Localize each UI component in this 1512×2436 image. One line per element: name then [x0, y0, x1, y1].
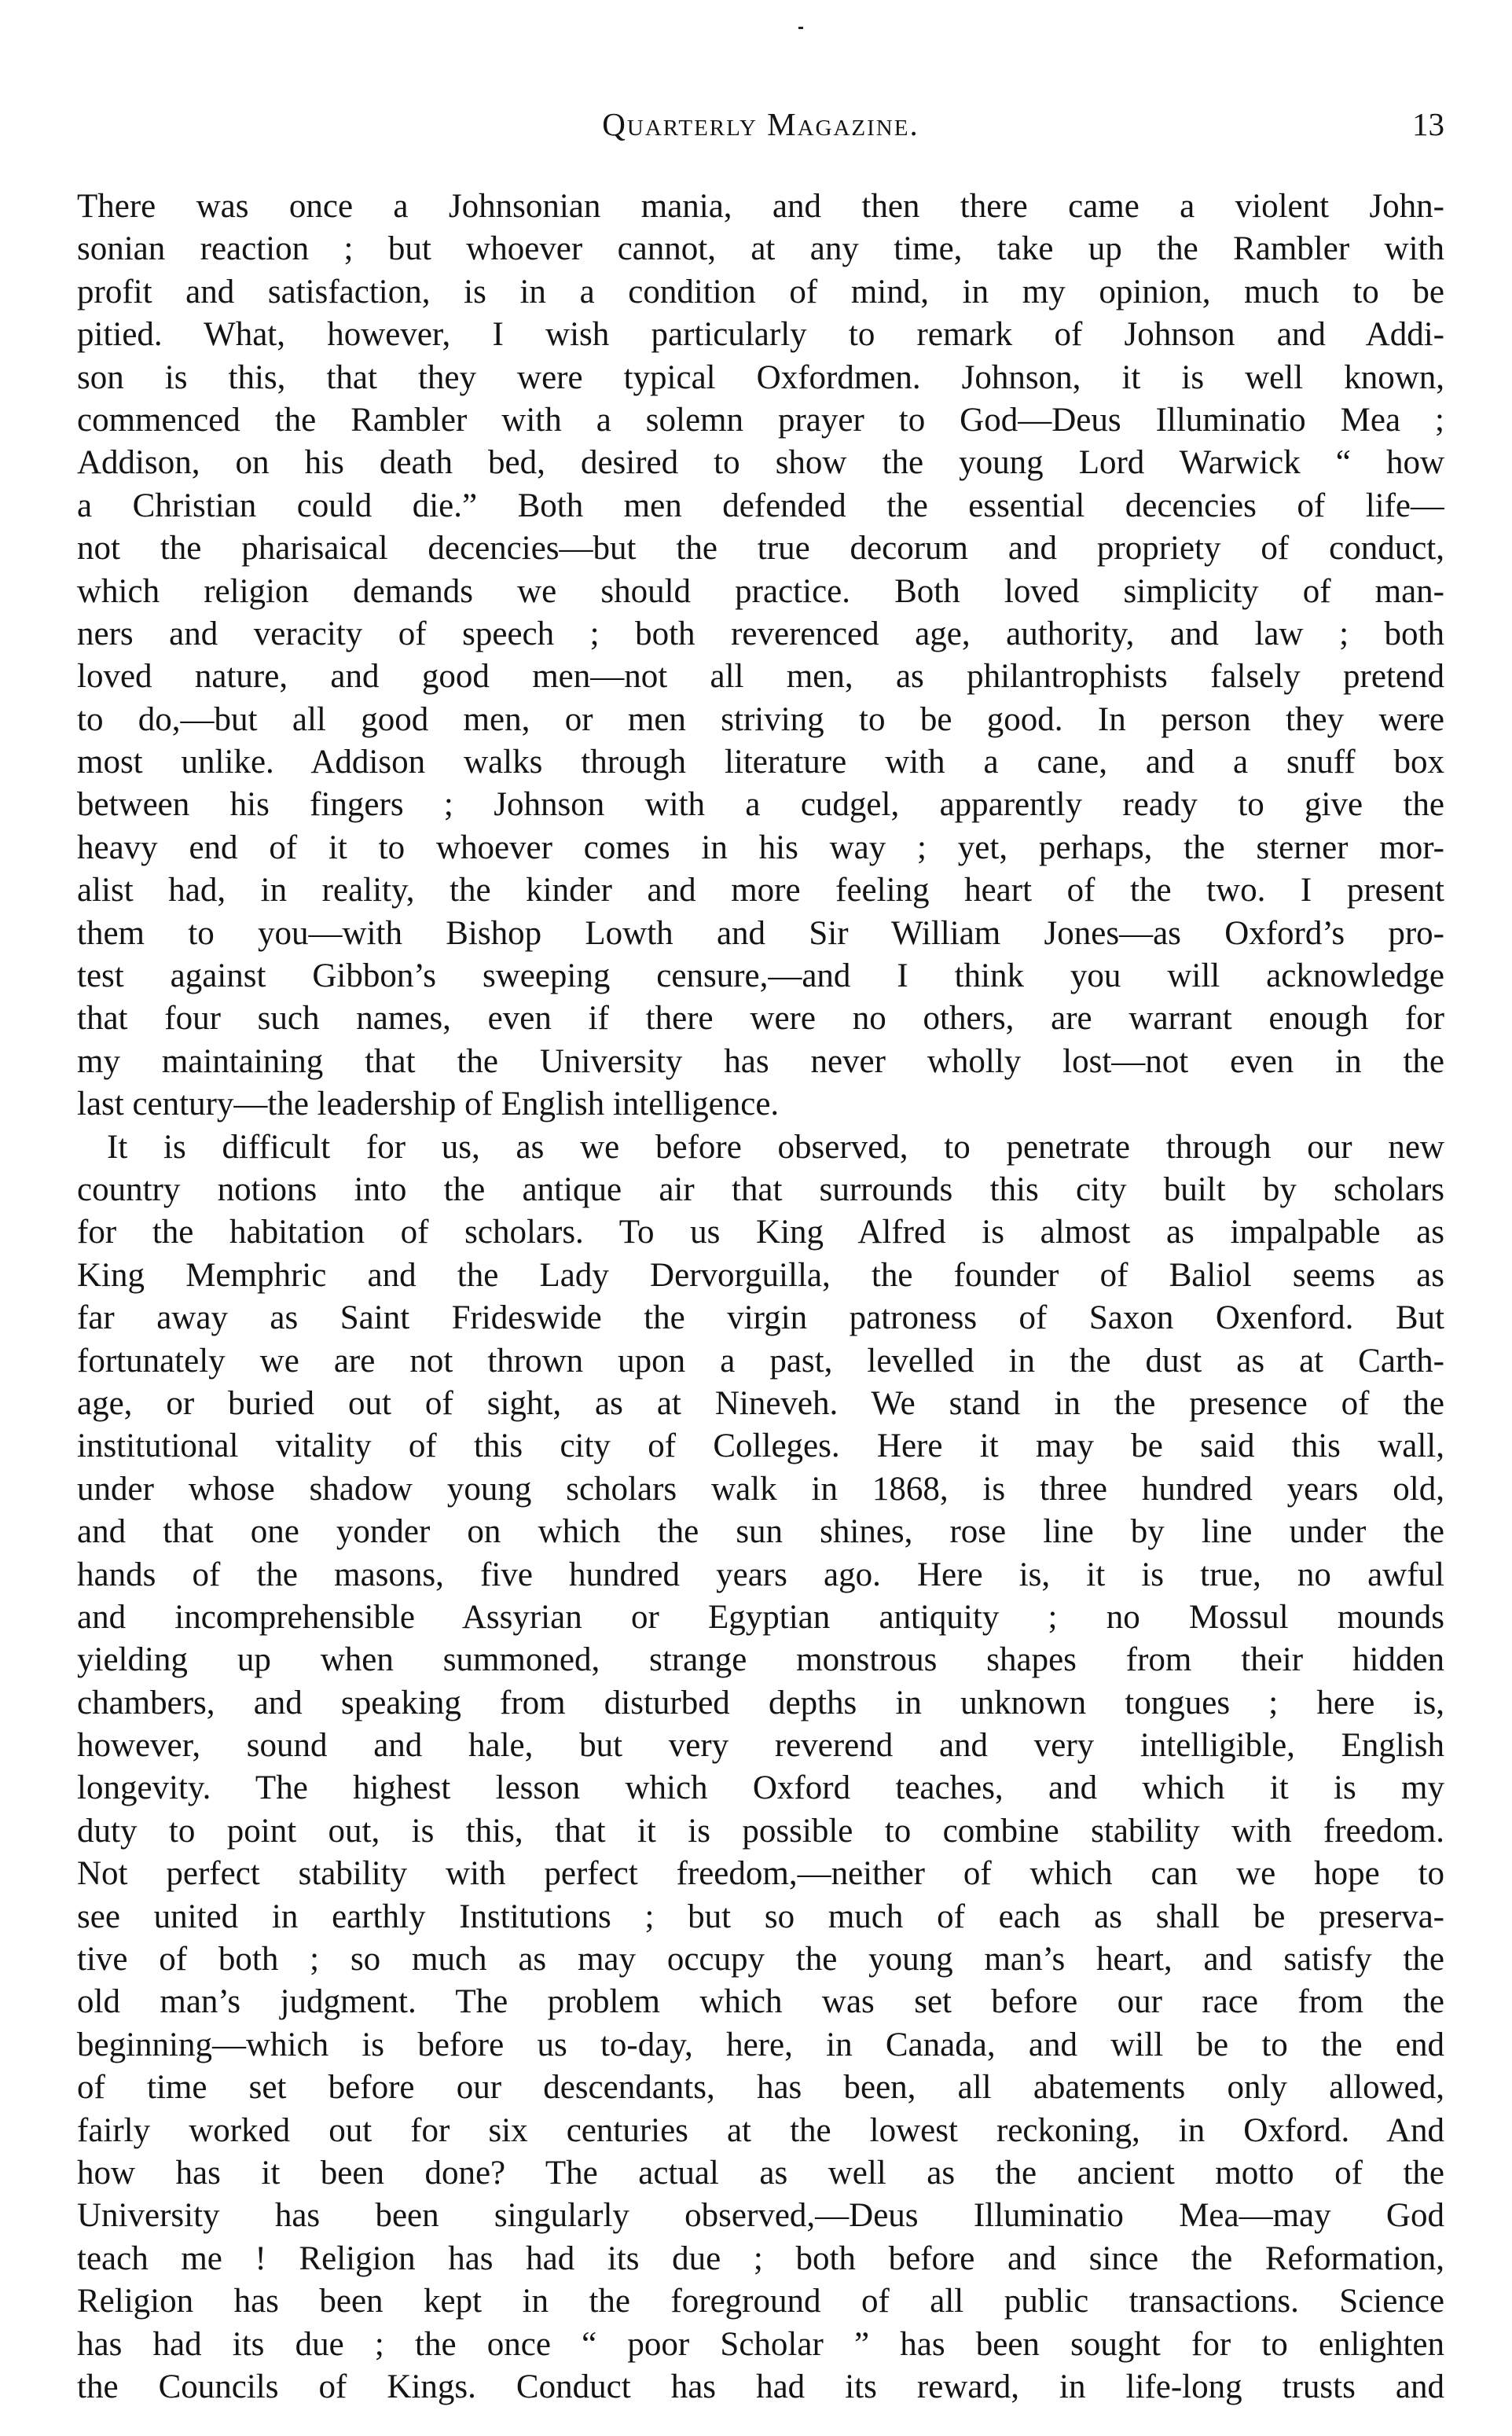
text-line: fortunately we are not thrown upon a past, levelled in the dust as at Carth-	[77, 1342, 1444, 1380]
text-line: however, sound and hale, but very reverend and very intelligible, English	[77, 1727, 1444, 1765]
text-line: old man’s judgment. The problem which was set before our race from the	[77, 1983, 1444, 2021]
running-title: Quarterly Magazine.	[602, 106, 919, 142]
text-line: has had its due ; the once “ poor Scholar ” has been sought for to enlighten	[77, 2325, 1444, 2363]
text-line: country notions into the antique air that surrounds this city built by scholars	[77, 1170, 1444, 1208]
text-line: ners and veracity of speech ; both reverenced age, authority, and law ; both	[77, 615, 1444, 652]
text-line: loved nature, and good men—not all men, as philantrophists falsely pretend	[77, 658, 1444, 696]
text-line: commenced the Rambler with a solemn prayer to God—Deus Illuminatio Mea ;	[77, 401, 1444, 439]
text-line: yielding up when summoned, strange monstrous shapes from their hidden	[77, 1641, 1444, 1679]
text-line: There was once a Johnsonian mania, and then there came a violent John-	[77, 188, 1444, 225]
text-line: for the habitation of scholars. To us King Alfred is almost as impalpable as	[77, 1214, 1444, 1251]
text-line: Not perfect stability with perfect freedom,—neither of which can we hope to	[77, 1855, 1444, 1893]
text-line: between his fingers ; Johnson with a cudgel, apparently ready to give the	[77, 786, 1444, 824]
text-line: Addison, on his death bed, desired to show the young Lord Warwick “ how	[77, 444, 1444, 482]
text-line: not the pharisaical decencies—but the true decorum and propriety of conduct,	[77, 530, 1444, 568]
text-line: pitied. What, however, I wish particularly to remark of Johnson and Addi-	[77, 316, 1444, 354]
text-line: age, or buried out of sight, as at Nineveh. We stand in the presence of the	[77, 1384, 1444, 1422]
text-line: son is this, that they were typical Oxfordmen. Johnson, it is well known,	[77, 358, 1444, 396]
text-line: chambers, and speaking from disturbed depths in unknown tongues ; here is,	[77, 1684, 1444, 1721]
text-line: hands of the masons, five hundred years ago. Here is, it is true, no awful	[77, 1556, 1444, 1593]
text-line: heavy end of it to whoever comes in his way ; yet, perhaps, the sterner mor-	[77, 829, 1444, 866]
text-line: teach me ! Religion has had its due ; both before and since the Reformation,	[77, 2239, 1444, 2277]
text-line: King Memphric and the Lady Dervorguilla, the founder of Baliol seems as	[77, 1256, 1444, 1294]
text-line: alist had, in reality, the kinder and more feeling heart of the two. I present	[77, 872, 1444, 909]
text-line: and incomprehensible Assyrian or Egyptian antiquity ; no Mossul mounds	[77, 1598, 1444, 1636]
text-line: of time set before our descendants, has been, all abatements only allowed,	[77, 2069, 1444, 2107]
text-line: institutional vitality of this city of Colleges. Here it may be said this wall,	[77, 1427, 1444, 1465]
text-line: which religion demands we should practice. Both loved simplicity of man-	[77, 572, 1444, 610]
body-text	[77, 186, 1444, 2408]
text-line: Religion has been kept in the foreground of all public transactions. Science	[77, 2283, 1444, 2320]
text-line: how has it been done? The actual as well as the ancient motto of the	[77, 2154, 1444, 2192]
text-line: and that one yonder on which the sun shines, rose line by line under the	[77, 1513, 1444, 1551]
text-line: most unlike. Addison walks through literature with a cane, and a snuff box	[77, 744, 1444, 781]
text-line: to do,—but all good men, or men striving to be good. In person they were	[77, 700, 1444, 738]
page-header	[77, 102, 1444, 149]
text-line: beginning—which is before us to-day, here, in Canada, and will be to the end	[77, 2026, 1444, 2063]
text-line: sonian reaction ; but whoever cannot, at any time, take up the Rambler with	[77, 230, 1444, 268]
text-line: duty to point out, is this, that it is possible to combine stability with freedom.	[77, 1812, 1444, 1850]
text-line: them to you—with Bishop Lowth and Sir William Jones—as Oxford’s pro-	[77, 914, 1444, 952]
text-line: University has been singularly observed,—Deus Illuminatio Mea—may God	[77, 2197, 1444, 2235]
scan-mark	[798, 27, 803, 29]
text-line: the Councils of Kings. Conduct has had its reward, in life-long trusts and	[77, 2368, 1444, 2405]
text-line: last century—the leadership of English intelligence.	[77, 1086, 780, 1123]
text-line: under whose shadow young scholars walk in 1868, is three hundred years old,	[77, 1470, 1444, 1508]
text-line: see united in earthly Institutions ; but so much of each as shall be preserva-	[77, 1898, 1444, 1935]
text-line: tive of both ; so much as may occupy the young man’s heart, and satisfy the	[77, 1941, 1444, 1979]
text-line: test against Gibbon’s sweeping censure,—and I think you will acknowledge	[77, 957, 1444, 995]
text-line: It is difficult for us, as we before observed, to penetrate through our new	[107, 1128, 1444, 1166]
page-number: 13	[1412, 106, 1444, 142]
text-line: profit and satisfaction, is in a condition of mind, in my opinion, much to be	[77, 273, 1444, 310]
text-line: that four such names, even if there were no others, are warrant enough for	[77, 1000, 1444, 1038]
text-line: far away as Saint Frideswide the virgin patroness of Saxon Oxenford. But	[77, 1299, 1444, 1337]
text-line: a Christian could die.” Both men defended the essential decencies of life—	[77, 487, 1444, 524]
text-line: fairly worked out for six centuries at the lowest reckoning, in Oxford. And	[77, 2111, 1444, 2149]
text-line: longevity. The highest lesson which Oxford teaches, and which it is my	[77, 1769, 1444, 1807]
text-line: my maintaining that the University has never wholly lost—not even in the	[77, 1042, 1444, 1080]
